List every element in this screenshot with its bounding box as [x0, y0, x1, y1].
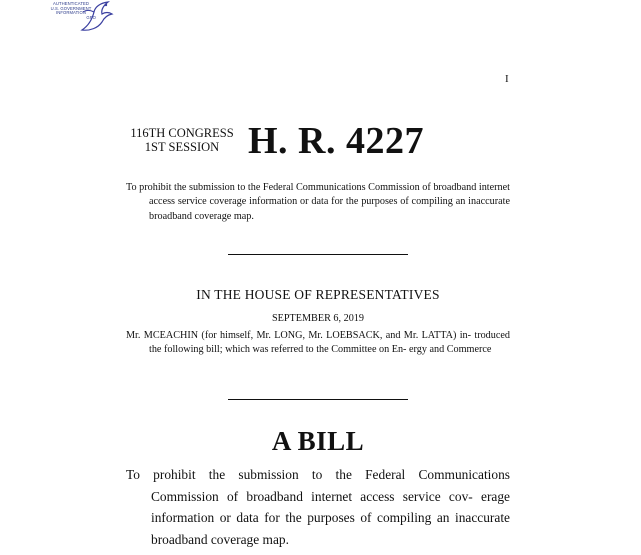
- congress-session: [126, 126, 238, 154]
- short-title-line: To prohibit the submission to the Federal Communications: [126, 467, 510, 482]
- sponsor-name: MCEACHIN: [143, 330, 199, 341]
- cosponsor-name: LATTA: [421, 330, 453, 341]
- session-number: 1ST SESSION: [144, 140, 220, 154]
- chamber-heading: IN THE HOUSE OF REPRESENTATIVES: [196, 287, 440, 302]
- gpo-eagle-icon: [78, 0, 114, 34]
- introduction-statement: [126, 329, 510, 358]
- bill-number: H. R. 4227: [248, 120, 424, 162]
- short-title-line: an inaccurate broadband coverage map.: [151, 510, 510, 547]
- short-title-main: [126, 464, 510, 550]
- seal-line: INFORMATION: [55, 10, 87, 16]
- short-title-line: broadband internet access service coverage information or data for the: [149, 182, 510, 208]
- short-title-line: To prohibit the submission to the Federal Communications Commission of: [126, 182, 431, 193]
- short-title-line: Commission of broadband internet access service cov-: [151, 488, 473, 504]
- date-text: SEPTEMBER 6, 2019: [272, 313, 364, 324]
- congress-number: 116TH CONGRESS: [130, 126, 234, 140]
- intro-segment: (for himself, Mr.: [198, 330, 275, 341]
- page-number: I: [505, 73, 509, 85]
- intro-segment: , Mr.: [302, 330, 327, 341]
- intro-segment: troduced the following bill; which was referred to the Committee on En-: [149, 330, 511, 356]
- divider-rule: [228, 254, 408, 255]
- intro-segment: ) in-: [453, 330, 472, 341]
- seal-line: AUTHENTICATED: [52, 1, 90, 6]
- cosponsor-name: LONG: [274, 330, 303, 341]
- divider-rule: [228, 399, 408, 400]
- short-title-line: erage information or data for the purposes of compiling: [151, 488, 510, 525]
- seal-line: U.S. GOVERNMENT: [50, 5, 92, 11]
- cosponsor-name: LOEBSACK: [326, 330, 380, 341]
- intro-segment: ergy and Commerce: [409, 344, 492, 356]
- gpo-authentication-seal: [42, 0, 114, 34]
- document-type-heading: A BILL: [271, 426, 365, 456]
- intro-segment: Mr.: [126, 330, 144, 341]
- seal-line: GPO: [86, 14, 96, 20]
- short-title-line: purposes of compiling an inaccurate broadband coverage map.: [149, 196, 511, 222]
- intro-segment: , and Mr.: [379, 330, 422, 341]
- introduction-date: [126, 313, 510, 324]
- short-title-summary: [126, 181, 510, 224]
